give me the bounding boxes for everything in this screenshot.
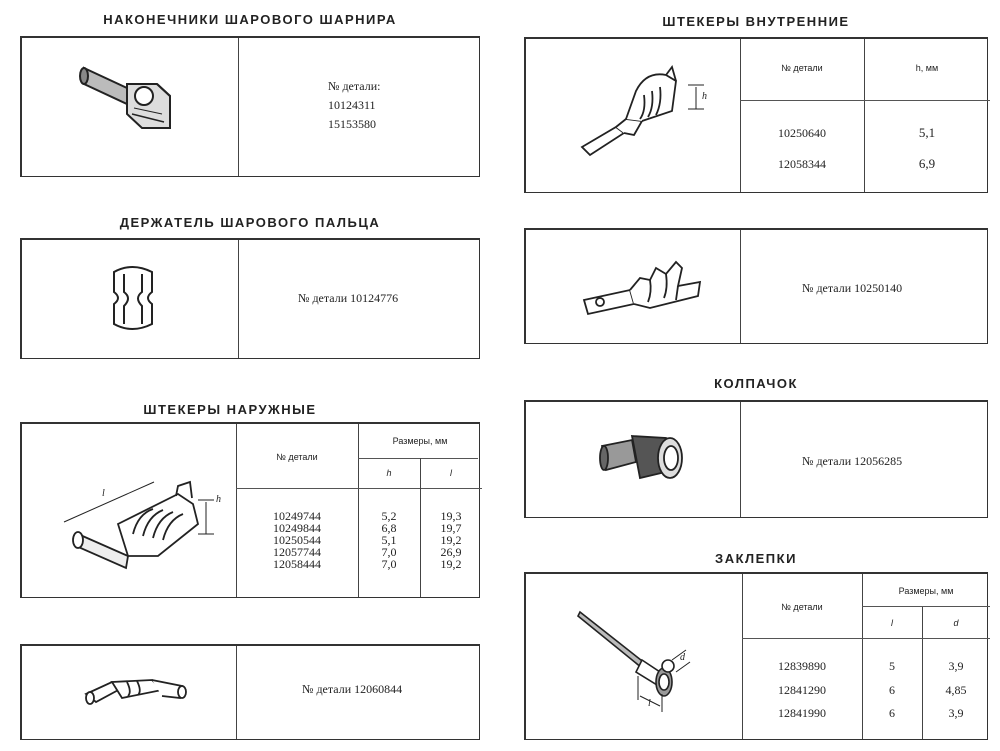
ball-joint-tips-title: НАКОНЕЧНИКИ ШАРОВОГО ШАРНИРА [103,12,397,27]
male-plugs-panel [20,422,480,598]
rivet-dim-label-d: d [680,652,685,663]
table-row: 12841990 [778,706,826,720]
cap-part: № детали 12056285 [802,454,903,468]
female-plug-drawing [576,61,716,171]
ball-joint-tips-part-label: № детали: [328,79,381,93]
rivets-col-part: № детали [781,602,823,612]
part-number: 15153580 [328,117,376,131]
female-plugs-panel [524,37,988,193]
table-cell-d: 4,85 [945,683,967,697]
table-cell-l: 26,9 [440,545,462,559]
table-row: 12058344 [778,157,826,171]
ball-pin-holder-panel [20,238,480,359]
table-row: 10249744 [273,509,321,523]
table-cell-h: 5,1 [381,533,397,547]
table-row: 12841290 [778,683,826,697]
male-plug-2-part: № детали 12060844 [302,682,403,696]
table-cell-h: 5,2 [381,509,397,523]
female-plugs-title: ШТЕКЕРЫ ВНУТРЕННИЕ [662,14,850,29]
female-plug-2-drawing [580,252,720,332]
male-plugs-col-dims: Размеры, мм [392,436,448,446]
cap-panel [524,400,988,518]
rivets-title: ЗАКЛЕПКИ [715,551,797,566]
table-cell-l: 19,7 [440,521,462,535]
dim-label-h: h [216,494,221,505]
rivet-dim-label-l: l [648,698,651,709]
rivets-col-l: l [891,618,893,628]
ball-pin-holder-drawing [102,262,172,337]
table-cell-l: 19,2 [440,533,462,547]
female-plug-dim-label-h: h [702,91,707,102]
table-row: 12839890 [778,659,826,673]
table-row: 12058444 [273,557,321,571]
table-row: 10250640 [778,126,826,140]
table-cell-h: 7,0 [381,545,397,559]
table-cell-h: 6,9 [918,156,936,171]
male-plug-2-drawing [82,668,192,718]
table-cell-h: 7,0 [381,557,397,571]
part-number: 10124311 [328,98,376,112]
table-cell-l: 6 [889,683,895,697]
table-row: 10250544 [273,533,321,547]
female-plug-2-part: № детали 10250140 [802,281,903,295]
ball-joint-tips-panel [20,36,480,177]
cap-title: КОЛПАЧОК [714,376,798,391]
female-plugs-col-part: № детали [781,63,823,73]
table-cell-l: 6 [889,706,895,720]
ball-joint-tip-drawing [72,56,202,146]
table-row: 10249844 [273,521,321,535]
table-cell-l: 5 [889,659,895,673]
table-cell-h: 5,1 [918,125,936,140]
dim-label-l: l [102,488,105,499]
male-plug-drawing [58,464,228,584]
table-cell-l: 19,3 [440,509,462,523]
rivets-panel [524,572,988,740]
table-cell-h: 6,8 [381,521,397,535]
male-plug-2-panel [20,644,480,740]
cap-drawing [596,426,706,496]
male-plugs-col-h: h [386,468,392,478]
table-cell-d: 3,9 [948,659,964,673]
female-plug-2-panel [524,228,988,344]
female-plugs-col-h: h, мм [915,63,939,73]
male-plugs-col-part: № детали [276,452,318,462]
table-cell-d: 3,9 [948,706,964,720]
rivets-col-dims: Размеры, мм [898,586,954,596]
ball-pin-holder-part: № детали 10124776 [298,291,399,305]
ball-pin-holder-title: ДЕРЖАТЕЛЬ ШАРОВОГО ПАЛЬЦА [119,215,381,230]
rivet-drawing [576,604,736,714]
male-plugs-title: ШТЕКЕРЫ НАРУЖНЫЕ [143,402,317,417]
table-row: 12057744 [273,545,321,559]
table-cell-l: 19,2 [440,557,462,571]
rivets-col-d: d [953,618,959,628]
male-plugs-col-l: l [450,468,452,478]
